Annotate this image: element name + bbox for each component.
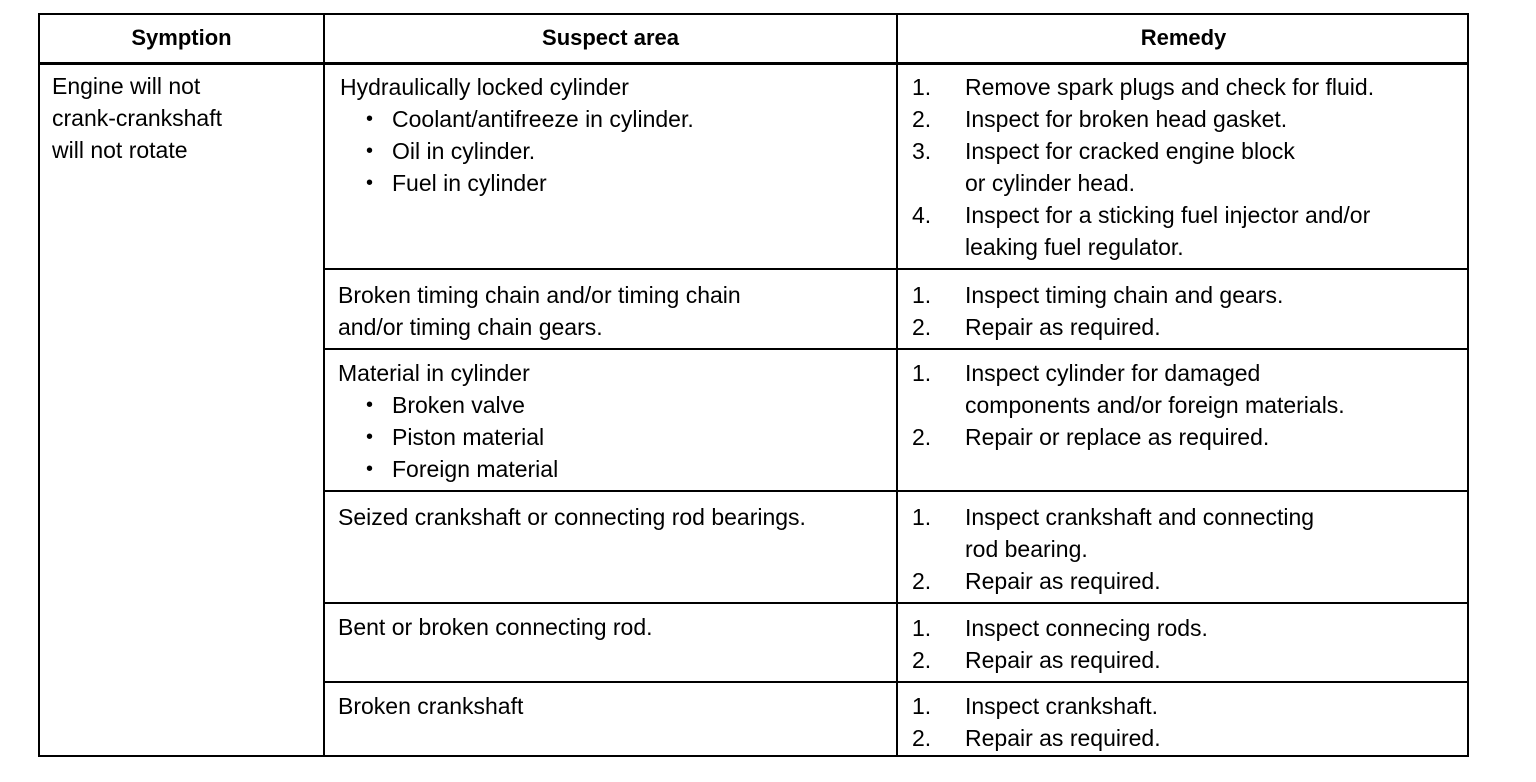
row-divider-4: [323, 602, 1469, 604]
remedy-step-text: Repair or replace as required.: [965, 424, 1270, 450]
remedy-step-text: Inspect for a sticking fuel injector and/or: [965, 202, 1371, 228]
remedy-step-number: 2.: [912, 314, 932, 340]
suspect-area-bullet: Oil in cylinder.: [392, 138, 536, 164]
suspect-area-bullet: Fuel in cylinder: [392, 170, 547, 196]
symptom-line: will not rotate: [52, 137, 188, 163]
header-divider: [38, 62, 1469, 65]
remedy-step-number: 4.: [912, 202, 932, 228]
remedy-step-number: 2.: [912, 106, 932, 132]
remedy-step-number: 2.: [912, 568, 932, 594]
column-divider-1: [323, 13, 325, 757]
remedy-step-text: Inspect timing chain and gears.: [965, 282, 1284, 308]
suspect-area-bullet: Foreign material: [392, 456, 559, 482]
remedy-step-text: leaking fuel regulator.: [965, 234, 1184, 260]
remedy-step-number: 1.: [912, 693, 932, 719]
bullet-icon: •: [366, 140, 374, 162]
suspect-area-text: Bent or broken connecting rod.: [338, 614, 653, 640]
suspect-area-text: Seized crankshaft or connecting rod bearings.: [338, 504, 806, 530]
remedy-step-text: Repair as required.: [965, 725, 1161, 751]
remedy-step-text: Inspect cylinder for damaged: [965, 360, 1261, 386]
suspect-area-bullet: Coolant/antifreeze in cylinder.: [392, 106, 694, 132]
remedy-step-number: 2.: [912, 424, 932, 450]
suspect-area-bullet: Piston material: [392, 424, 545, 450]
suspect-area-text: Broken timing chain and/or timing chain: [338, 282, 741, 308]
suspect-area-text: and/or timing chain gears.: [338, 314, 603, 340]
header-remedy: Remedy: [1140, 25, 1227, 50]
header-symptom: Symption: [131, 25, 232, 50]
symptom-line: crank-crankshaft: [52, 105, 223, 131]
row-divider-1: [323, 268, 1469, 270]
symptom-line: Engine will not: [52, 73, 201, 99]
row-divider-3: [323, 490, 1469, 492]
remedy-step-number: 2.: [912, 725, 932, 751]
remedy-step-number: 1.: [912, 282, 932, 308]
remedy-step-text: components and/or foreign materials.: [965, 392, 1345, 418]
remedy-step-text: Inspect crankshaft.: [965, 693, 1159, 719]
remedy-step-text: Repair as required.: [965, 568, 1161, 594]
remedy-step-text: Inspect for broken head gasket.: [965, 106, 1288, 132]
remedy-step-text: Remove spark plugs and check for fluid.: [965, 74, 1375, 100]
remedy-step-number: 2.: [912, 647, 932, 673]
remedy-step-number: 1.: [912, 360, 932, 386]
suspect-area-text: Broken crankshaft: [338, 693, 524, 719]
suspect-area-title: Material in cylinder: [338, 360, 530, 386]
bullet-icon: •: [366, 394, 374, 416]
remedy-step-text: Repair as required.: [965, 647, 1161, 673]
bullet-icon: •: [366, 458, 374, 480]
suspect-area-bullet: Broken valve: [392, 392, 525, 418]
bullet-icon: •: [366, 108, 374, 130]
remedy-step-number: 1.: [912, 615, 932, 641]
remedy-step-number: 3.: [912, 138, 932, 164]
header-suspect-area: Suspect area: [542, 25, 679, 50]
row-divider-5: [323, 681, 1469, 683]
suspect-area-title: Hydraulically locked cylinder: [340, 74, 629, 100]
bullet-icon: •: [366, 426, 374, 448]
remedy-step-text: Inspect connecing rods.: [965, 615, 1208, 641]
bullet-icon: •: [366, 172, 374, 194]
remedy-step-number: 1.: [912, 74, 932, 100]
remedy-step-text: rod bearing.: [965, 536, 1088, 562]
remedy-step-text: Inspect crankshaft and connecting: [965, 504, 1315, 530]
column-divider-2: [896, 13, 898, 757]
remedy-step-number: 1.: [912, 504, 932, 530]
remedy-step-text: Inspect for cracked engine block: [965, 138, 1295, 164]
remedy-step-text: or cylinder head.: [965, 170, 1136, 196]
remedy-step-text: Repair as required.: [965, 314, 1161, 340]
row-divider-2: [323, 348, 1469, 350]
